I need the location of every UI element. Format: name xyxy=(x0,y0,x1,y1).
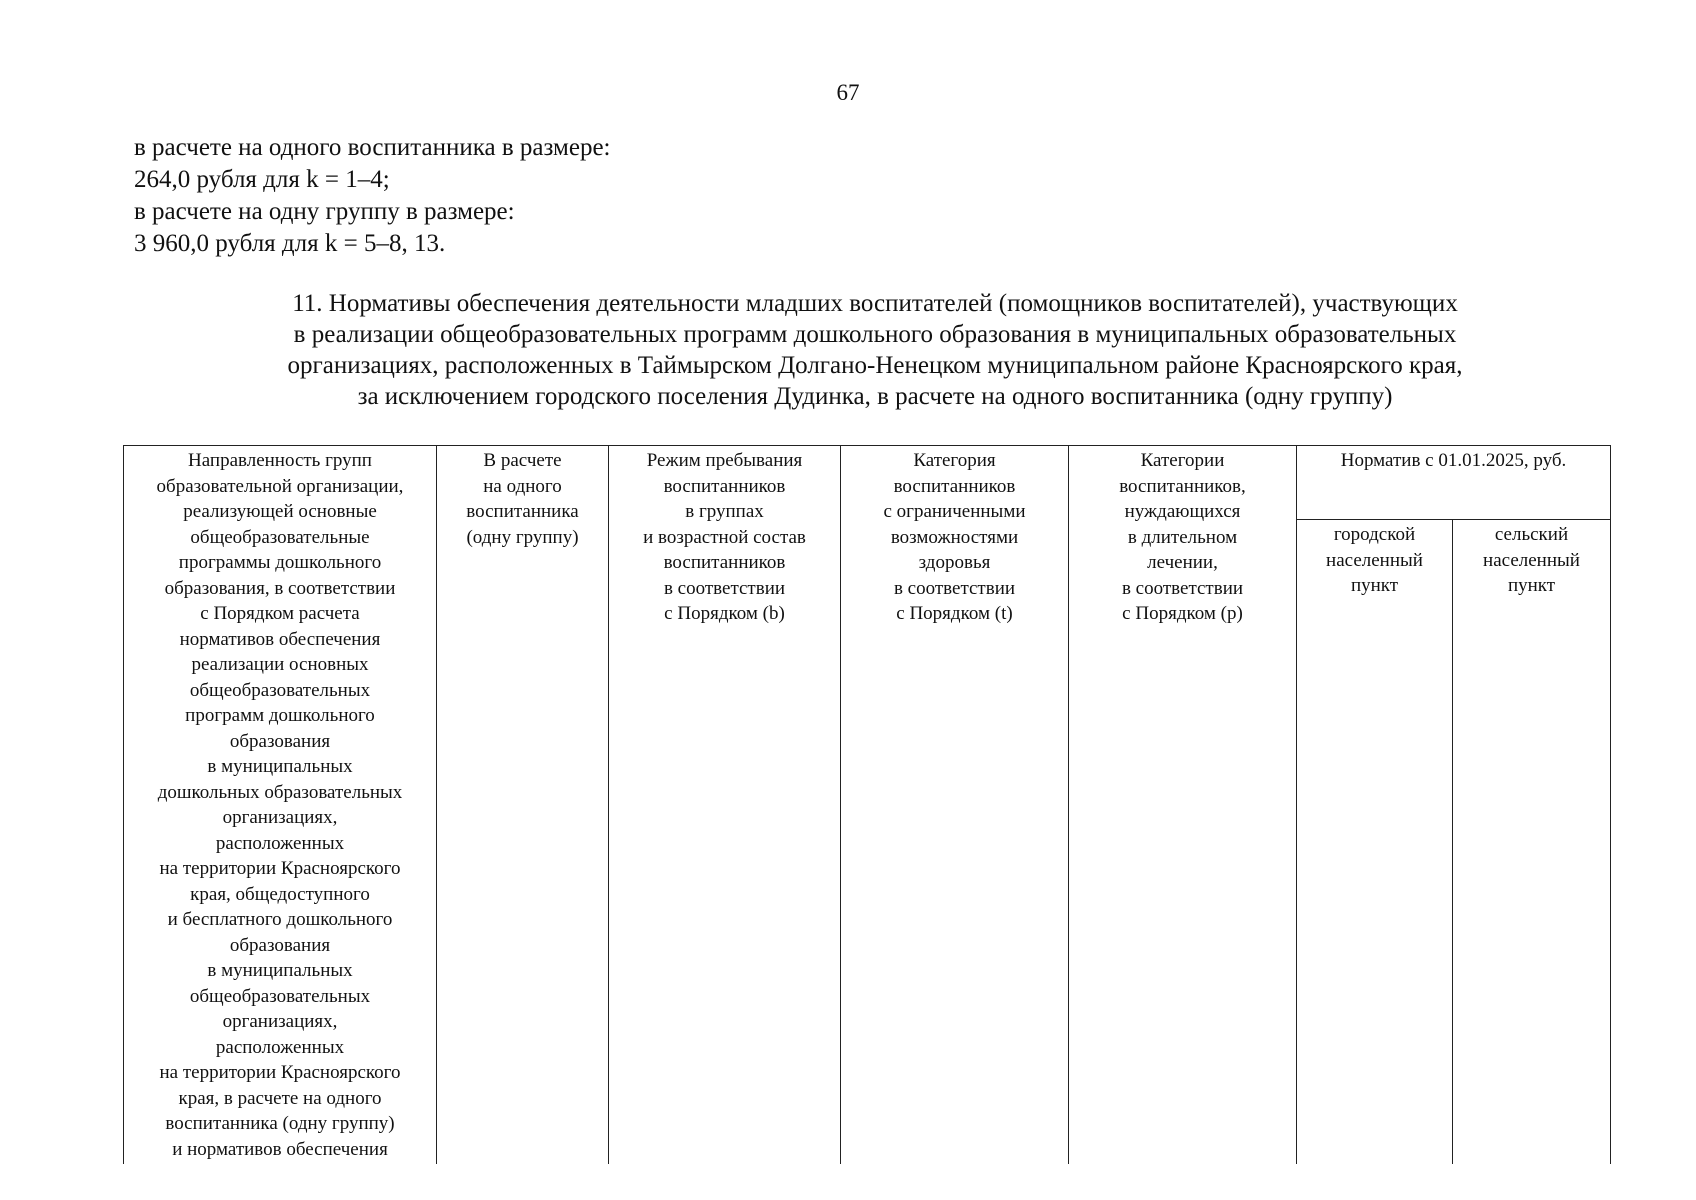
header-line: образовательной организации, xyxy=(156,475,404,497)
header-line: на территории Красноярского xyxy=(159,858,401,879)
intro-line: 3 960,0 рубля для k = 5–8, 13. xyxy=(134,230,446,257)
header-line: с Порядком расчета xyxy=(200,603,360,624)
header-line: воспитанника xyxy=(466,501,579,522)
header-line: дошкольных образовательных xyxy=(157,781,403,803)
header-group-direction xyxy=(124,446,437,1165)
header-line: пункт xyxy=(1507,575,1556,597)
header-line: расположенных xyxy=(215,1036,345,1058)
header-line: реализации основных xyxy=(191,654,369,675)
header-rural-settlement xyxy=(1453,520,1611,1164)
section-title xyxy=(210,288,1540,412)
header-line: В расчете xyxy=(483,450,562,471)
header-line: здоровья xyxy=(918,552,991,573)
header-line: программ дошкольного xyxy=(185,705,375,726)
intro-line: в расчете на одного воспитанника в размере: xyxy=(134,134,611,161)
header-line: общеобразовательные xyxy=(190,526,370,548)
header-line: пункт xyxy=(1350,575,1399,597)
header-line: реализующей основные xyxy=(183,501,377,522)
header-line: в длительном xyxy=(1127,526,1238,548)
header-line: края, общедоступного xyxy=(190,883,370,905)
header-line: общеобразовательных xyxy=(189,679,371,701)
header-line: и нормативов обеспечения xyxy=(172,1138,388,1160)
section-title-line: за исключением городского поселения Дудинка, в расчете на одного воспитанника (одну группу) xyxy=(357,383,1393,410)
header-line: воспитанников, xyxy=(1119,475,1246,497)
header-line: лечении, xyxy=(1147,552,1218,573)
header-norm-2025: Норматив с 01.01.2025, руб. xyxy=(1297,446,1611,520)
header-line: в группах xyxy=(685,501,764,522)
header-line: образования xyxy=(229,730,331,752)
header-line: организациях, xyxy=(222,1011,338,1032)
header-line: общеобразовательных xyxy=(189,985,371,1007)
header-line: нуждающихся xyxy=(1124,501,1241,522)
header-line: Направленность групп xyxy=(188,450,372,471)
header-line: Режим пребывания xyxy=(646,450,803,471)
header-line: в муниципальных xyxy=(207,756,353,777)
header-disability-category xyxy=(841,446,1069,1165)
header-line: с Порядком (b) xyxy=(664,603,785,624)
header-line: Категория xyxy=(913,450,996,471)
header-line: городской xyxy=(1333,524,1416,546)
header-line: и возрастной состав xyxy=(643,526,806,548)
intro-text xyxy=(134,132,611,260)
header-line: населенный xyxy=(1483,549,1580,571)
header-line: края, в расчете на одного xyxy=(178,1087,382,1109)
section-title-line: организациях, расположенных в Таймырском Долгано-Ненецком муниципальном районе Красноярского края, xyxy=(287,352,1463,379)
header-line: возможностями xyxy=(890,526,1019,548)
header-urban-settlement xyxy=(1297,520,1453,1164)
intro-line: в расчете на одну группу в размере: xyxy=(134,198,515,225)
header-line: воспитанников xyxy=(663,475,786,497)
header-long-treatment-category xyxy=(1069,446,1297,1165)
page-number: 67 xyxy=(836,80,860,105)
header-line: образования xyxy=(229,934,331,956)
header-line: программы дошкольного xyxy=(178,552,382,573)
header-line: (одну группу) xyxy=(466,526,579,548)
header-line: с Порядком (t) xyxy=(896,603,1013,624)
header-line: в соответствии xyxy=(893,577,1016,599)
header-line: организациях, xyxy=(222,807,338,828)
header-line: образования, в соответствии xyxy=(164,577,396,599)
header-per-pupil xyxy=(437,446,609,1165)
header-line: с ограниченными xyxy=(883,501,1026,522)
header-line: в соответствии xyxy=(1121,577,1244,599)
intro-line: 264,0 рубля для k = 1–4; xyxy=(134,166,390,193)
norms-table xyxy=(123,445,1611,1164)
header-stay-mode xyxy=(609,446,841,1165)
header-line: воспитанника (одну группу) xyxy=(165,1113,395,1134)
header-line: воспитанников xyxy=(893,475,1016,497)
header-line: Категории xyxy=(1140,450,1225,471)
header-line: с Порядком (p) xyxy=(1122,603,1243,624)
header-line: расположенных xyxy=(215,832,345,854)
header-line: в муниципальных xyxy=(207,960,353,981)
header-line: сельский xyxy=(1494,524,1569,546)
section-title-line: в реализации общеобразовательных программ дошкольного образования в муниципальных образовательных xyxy=(293,321,1457,348)
header-line: на одного xyxy=(483,475,562,497)
section-title-line: 11. Нормативы обеспечения деятельности младших воспитателей (помощников воспитателей), участвующих xyxy=(292,290,1458,317)
header-line: населенный xyxy=(1326,549,1423,571)
header-line: нормативов обеспечения xyxy=(179,628,381,650)
header-line: воспитанников xyxy=(663,552,786,573)
header-line: на территории Красноярского xyxy=(159,1062,401,1083)
header-line: и бесплатного дошкольного xyxy=(167,909,393,930)
header-line: в соответствии xyxy=(663,577,786,599)
